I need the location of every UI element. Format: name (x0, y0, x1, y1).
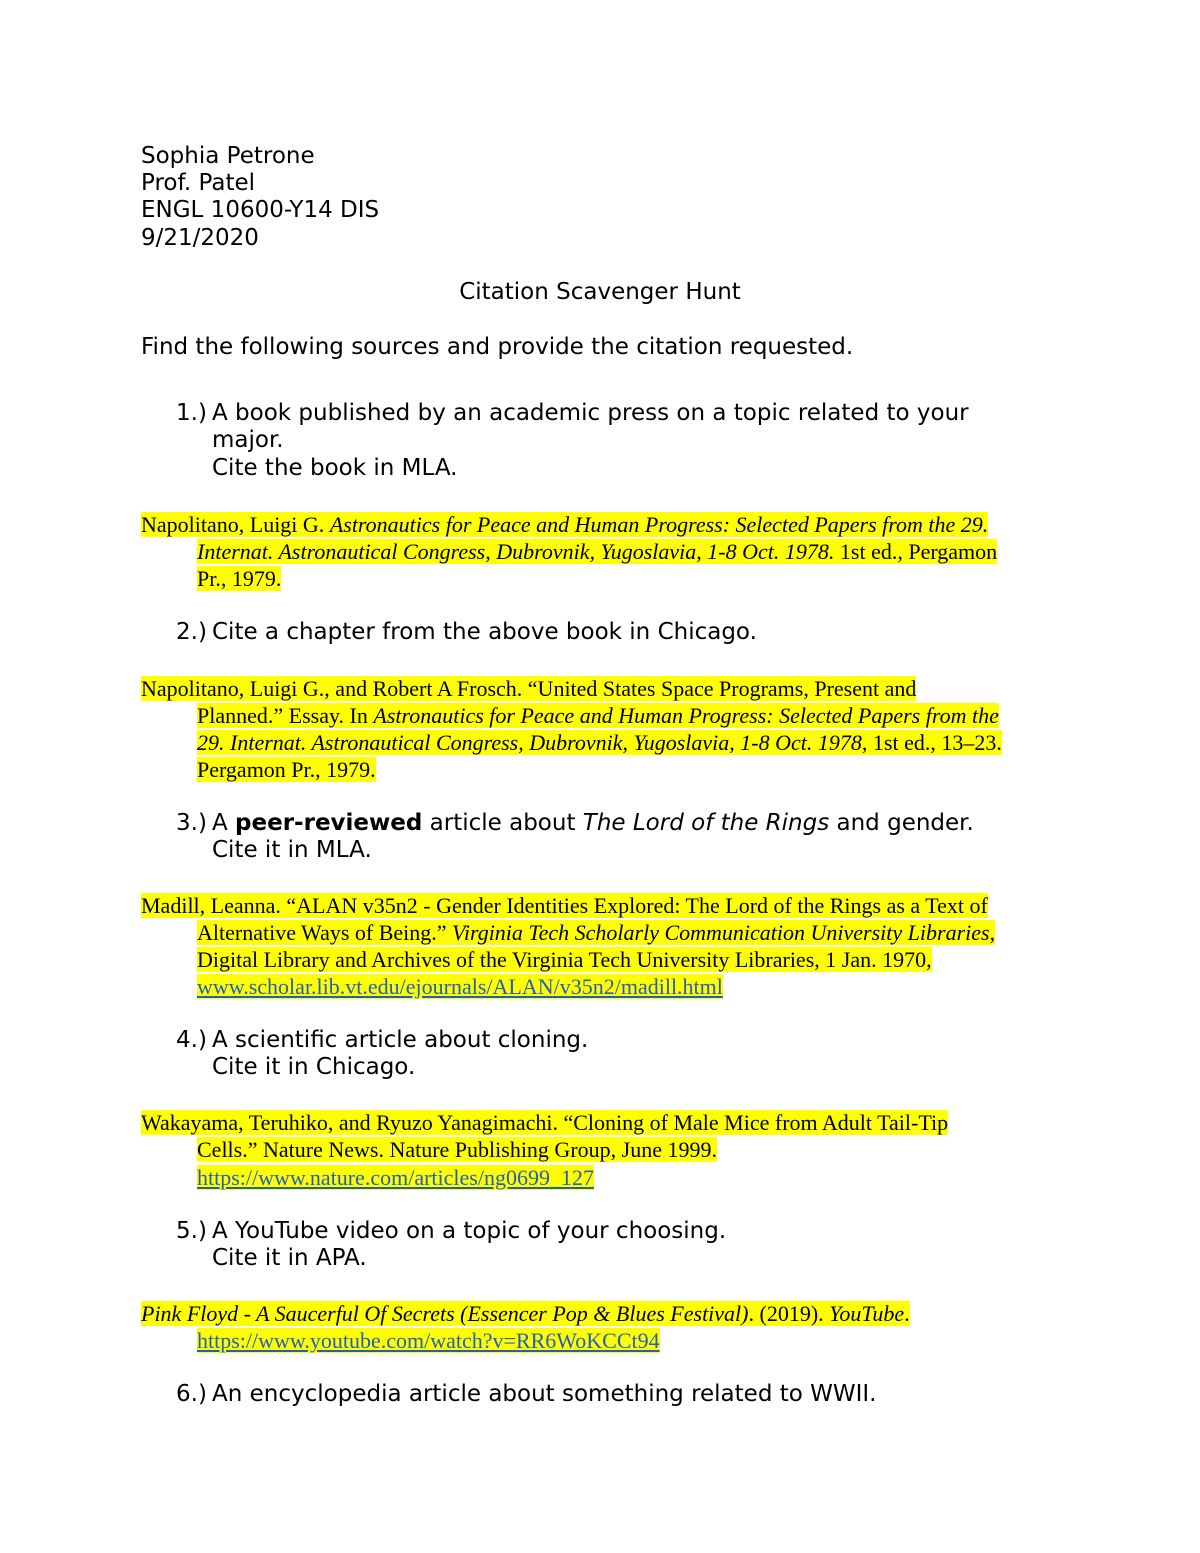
citation-title: Pink Floyd - A Saucerful Of Secrets (Essencer Pop & Blues Festival) (141, 1301, 749, 1326)
citation-3-line-2 (197, 919, 995, 946)
instructions: Find the following sources and provide the citation requested. (141, 334, 854, 360)
citation-publisher: Pergamon Pr., 1979. (197, 757, 376, 782)
item-4-prompt (176, 1027, 588, 1054)
citation-5-line-1 (141, 1300, 910, 1327)
item-number: 1.) (176, 400, 207, 426)
citation-1-line-1 (141, 511, 988, 538)
citation-4-line-2 (197, 1136, 717, 1163)
citation-2-line-4 (197, 756, 376, 783)
citation-author: Madill, Leanna. “ALAN v35n2 - Gender Identities Explored: The Lord of the Rings as a Text of (141, 893, 988, 918)
prompt-text: An encyclopedia article about something related to WWII. (212, 1381, 877, 1407)
item-number: 5.) (176, 1218, 207, 1244)
citation-title: Astronautics for Peace and Human Progress: Selected Papers from the 29. (329, 512, 989, 537)
citation-link[interactable]: https://www.youtube.com/watch?v=RR6WoKCCt94 (197, 1328, 660, 1353)
item-1-prompt (176, 400, 969, 427)
item-number: 2.) (176, 619, 207, 645)
citation-3-line-4 (197, 973, 723, 1000)
item-5-prompt (176, 1218, 726, 1245)
citation-publisher-cont: Pr., 1979. (197, 566, 282, 591)
citation-publisher: Digital Library and Archives of the Virginia Tech University Libraries, 1 Jan. 1970, (197, 947, 932, 972)
item-2-prompt (176, 619, 757, 646)
author-name: Sophia Petrone (141, 143, 315, 169)
citation-publisher: 1st ed., Pergamon (834, 539, 998, 564)
page-title: Citation Scavenger Hunt (459, 279, 741, 305)
citation-punct: , (989, 920, 996, 945)
prompt-text: Cite a chapter from the above book in Chicago. (212, 619, 757, 645)
prompt-text: article about (422, 810, 583, 836)
citation-author: Napolitano, Luigi G., and Robert A Frosch. “United States Space Programs, Present and (141, 676, 917, 701)
citation-link[interactable]: www.scholar.lib.vt.edu/ejournals/ALAN/v35n2/madill.html (197, 974, 723, 999)
citation-author: Napolitano, Luigi G. (141, 512, 330, 537)
prompt-text: and gender. (829, 810, 974, 836)
citation-3-line-1 (141, 892, 988, 919)
citation-1-line-2 (197, 538, 997, 565)
citation-link[interactable]: https://www.nature.com/articles/ng0699_127 (197, 1165, 594, 1190)
item-5-instruction: Cite it in APA. (212, 1245, 367, 1271)
item-4-instruction: Cite it in Chicago. (212, 1054, 416, 1080)
professor-name: Prof. Patel (141, 170, 256, 196)
item-number: 3.) (176, 810, 207, 836)
prompt-text: A book published by an academic press on a topic related to your (212, 400, 969, 426)
citation-punct: . (904, 1301, 910, 1326)
course-code: ENGL 10600-Y14 DIS (141, 197, 380, 223)
citation-publisher: Cells.” Nature News. Nature Publishing Group, June 1999. (197, 1137, 717, 1162)
item-3-instruction: Cite it in MLA. (212, 837, 372, 863)
citation-3-line-3 (197, 946, 932, 973)
citation-year: . (2019). (748, 1301, 830, 1326)
item-number: 6.) (176, 1381, 207, 1407)
item-1-instruction: Cite the book in MLA. (212, 455, 458, 481)
citation-pages: , 1st ed., 13–23. (861, 730, 1002, 755)
citation-title-cont: Internat. Astronautical Congress, Dubrovnik, Yugoslavia, 1-8 Oct. 1978. (197, 539, 835, 564)
item-1-prompt-cont: major. (212, 427, 284, 453)
citation-4-line-3 (197, 1164, 594, 1191)
prompt-text: A scientific article about cloning. (212, 1027, 589, 1053)
citation-2-line-1 (141, 675, 916, 702)
citation-4-line-1 (141, 1109, 948, 1136)
prompt-text: A YouTube video on a topic of your choosing. (212, 1218, 727, 1244)
citation-1-line-3 (197, 565, 281, 592)
citation-platform: YouTube (829, 1301, 905, 1326)
citation-author: Wakayama, Teruhiko, and Ryuzo Yanagimachi. “Cloning of Male Mice from Adult Tail-Tip (141, 1110, 949, 1135)
date: 9/21/2020 (141, 225, 259, 251)
citation-title-cont: Alternative Ways of Being.” (197, 920, 453, 945)
citation-2-line-2 (197, 702, 999, 729)
citation-container: Virginia Tech Scholarly Communication University Libraries (452, 920, 990, 945)
citation-chapter: Planned.” Essay. In (197, 703, 374, 728)
prompt-work-title: The Lord of the Rings (582, 810, 830, 836)
citation-5-line-2 (197, 1327, 660, 1354)
citation-2-line-3 (197, 729, 1002, 756)
citation-book-title: Astronautics for Peace and Human Progress: Selected Papers from the (373, 703, 999, 728)
prompt-text: A (212, 810, 236, 836)
item-3-prompt (176, 810, 974, 837)
item-6-prompt (176, 1381, 877, 1408)
item-number: 4.) (176, 1027, 207, 1053)
citation-book-title-cont: 29. Internat. Astronautical Congress, Dubrovnik, Yugoslavia, 1-8 Oct. 1978 (197, 730, 862, 755)
prompt-emphasis: peer-reviewed (235, 810, 423, 836)
